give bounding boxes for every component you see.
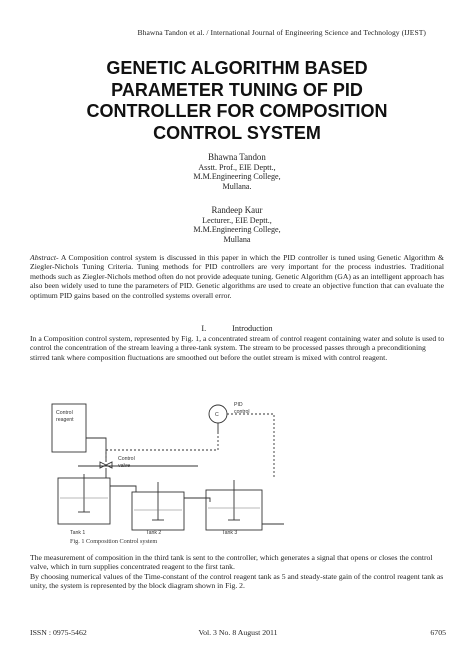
section-number: I.	[201, 324, 207, 333]
valve-label-line2: valve	[118, 463, 131, 469]
reagent-pipe	[86, 438, 106, 462]
footer-issn: ISSN : 0975-5462	[30, 628, 87, 637]
abstract-label: Abstract-	[30, 253, 59, 262]
liquid-levels	[60, 498, 260, 510]
author-2	[120, 205, 354, 244]
figure-caption: Fig. 1 Composition Control system	[70, 538, 158, 545]
footer-volume: Vol. 3 No. 8 August 2011	[198, 628, 278, 637]
author-affiliation: M.M.Engineering College,	[193, 225, 281, 235]
section-heading	[0, 324, 474, 333]
title-line: GENETIC ALGORITHM BASED	[106, 58, 368, 78]
tank-2-label: Tank 2	[146, 530, 162, 536]
tank-3-label: Tank 3	[222, 530, 238, 536]
figure-1-composition-control-diagram	[48, 374, 332, 536]
author-affiliation: M.M.Engineering College,	[193, 172, 281, 182]
paper-title	[40, 58, 434, 144]
measurement-paragraph: The measurement of composition in the third tank is sent to the controller, which generates a signal that opens or closes the control valve, which in turn supplies concentrated reagent to the first tank.	[30, 553, 433, 572]
author-1	[120, 152, 354, 191]
valve-label-line1: Control	[118, 456, 135, 462]
pid-label-line1: PID	[234, 402, 243, 408]
pid-label-line2: control	[234, 409, 250, 415]
title-line: PARAMETER TUNING OF PID	[111, 79, 363, 100]
control-valve-shape	[100, 462, 112, 468]
author-affiliation: Mullana.	[222, 181, 252, 191]
section-title: Introduction	[232, 324, 273, 333]
abstract	[30, 253, 444, 300]
feed-pipe	[78, 466, 198, 478]
block-diagram-paragraph: By choosing numerical values of the Time-constant of the control reagent tank as 5 and steady-state gain of the control reagent tank as unity, the system is represented by the block diagram shown in Fig. 2.	[30, 572, 444, 591]
running-header: Bhawna Tandon et al. / International Journal of Engineering Science and Technology (IJEST)	[137, 28, 426, 37]
author-name: Randeep Kaur	[211, 205, 263, 215]
author-name: Bhawna Tandon	[208, 152, 266, 162]
author-affiliation: Mullana	[223, 234, 251, 244]
figure-1-drawing	[48, 374, 332, 536]
author-affiliation: Lecturer., EIE Deptt.,	[202, 216, 272, 225]
author-affiliation: Asstt. Prof., EIE Deptt.,	[198, 163, 276, 172]
abstract-text: A Composition control system is discussed in this paper in which the PID controller is tuned using Genetic Algorithm & Ziegler-Nichols Tuning Criteria. Tuning methods for PID controllers are very important for the process industries. Traditional methods such as Ziegler-Nichols method often do not provide adequate tuning. Genetic Algorithm (GA) as an intelligent approach has also been widely used to tune the parameters of PID. Genetic algorithms are used to create an objective function that can evaluate the optimum PID gains based on the controlled systems overall error.	[30, 253, 444, 300]
tank-1-label: Tank 1	[70, 530, 86, 536]
controller-label: C	[215, 412, 219, 418]
reagent-label-line2: reagent	[56, 417, 74, 423]
measurement-line	[227, 414, 274, 478]
reagent-label-line1: Control	[56, 410, 73, 416]
intro-paragraph: In a Composition control system, represented by Fig. 1, a concentrated stream of control reagent containing water and solute is used to control the concentration of the stream leaving a three-tank system. The stream to be processed passes through a preconditioning stirred tank where composition fluctuations are smoothed out before the outlet stream is mixed with control reagent.	[30, 334, 445, 362]
title-line: CONTROLLER FOR COMPOSITION	[86, 101, 388, 121]
overflow-1-2	[110, 486, 136, 492]
title-line: CONTROL SYSTEM	[153, 122, 321, 143]
page-number: 6705	[430, 628, 446, 637]
